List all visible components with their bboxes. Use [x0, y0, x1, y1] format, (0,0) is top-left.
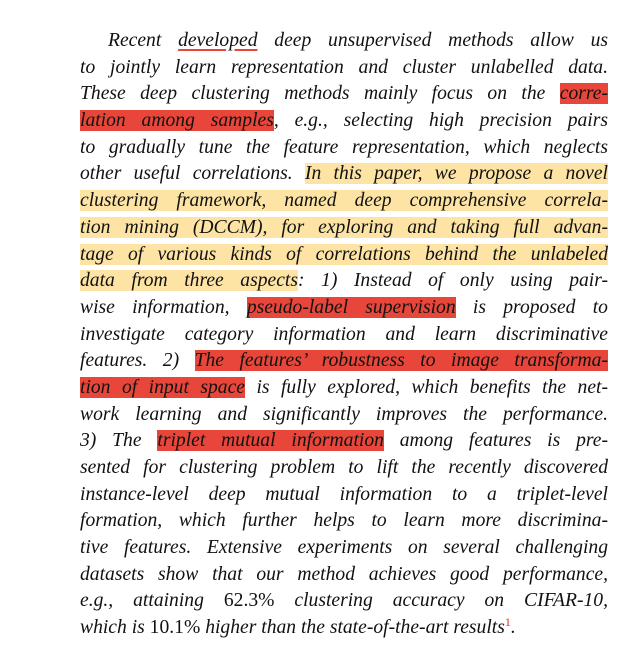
highlight-red: pseudo-label supervision — [246, 296, 456, 318]
text-segment: which is — [80, 617, 150, 639]
text-line — [80, 455, 608, 482]
text-line — [80, 55, 608, 82]
text-segment: higher than the state-of-the-art results — [200, 617, 505, 639]
text-line — [80, 322, 608, 349]
text-line — [80, 28, 608, 55]
text-segment: clustering accuracy on CIFAR-10, — [274, 590, 608, 612]
text-segment: is proposed to — [455, 296, 608, 318]
text-segment: sented for clustering problem to lift the recently discovered — [80, 457, 608, 478]
text-line — [80, 428, 608, 455]
highlight-red: lation among samples — [80, 110, 274, 132]
text-segment: among features is pre- — [383, 430, 608, 452]
highlight-red: triplet mutual information — [157, 430, 384, 452]
text-line — [80, 161, 608, 188]
text-line — [80, 108, 608, 135]
number-text: 62.3% — [223, 590, 275, 612]
text-segment: investigate category information and learn discriminative — [80, 323, 608, 345]
text-line — [80, 348, 608, 375]
footnote-marker[interactable]: 1 — [504, 615, 511, 630]
text-segment: datasets show that our method achieves good performance, — [80, 563, 608, 585]
text-line — [80, 508, 608, 535]
highlight-red: tion of input space — [80, 376, 245, 398]
text-line — [80, 81, 608, 108]
text-segment: work learning and significantly improves the performance. — [80, 403, 608, 425]
highlight-yellow: tage of various kinds of correlations behind the unlabeled — [80, 243, 608, 265]
text-segment: , e.g., selecting high precision pairs — [273, 110, 608, 132]
highlight-yellow: data from three aspects — [80, 270, 298, 292]
text-line — [80, 535, 608, 562]
text-segment: formation, which further helps to learn more discrimina- — [80, 510, 608, 532]
text-segment: . — [510, 617, 516, 639]
text-line — [80, 402, 608, 429]
text-segment: e.g., attaining — [80, 590, 224, 612]
text-line — [80, 135, 608, 162]
text-line — [80, 562, 608, 589]
text-segment: : 1) Instead of only using pair- — [297, 270, 608, 292]
highlight-yellow: clustering framework, named deep comprehensive correla- — [80, 190, 608, 212]
text-segment: deep unsupervised methods allow us — [257, 30, 608, 51]
text-segment: These deep clustering methods mainly focus on the — [80, 83, 560, 105]
text-line — [80, 268, 608, 295]
text-segment: other useful correlations. — [80, 163, 305, 185]
number-text: 10.1% — [149, 617, 201, 639]
abstract-paragraph — [80, 28, 608, 642]
text-segment: Recent — [108, 30, 179, 51]
text-segment: instance-level deep mutual information to a triplet-level — [80, 483, 608, 505]
text-segment: is fully explored, which benefits the net- — [245, 376, 608, 398]
text-line — [80, 588, 608, 615]
text-segment: to gradually tune the feature representation, which neglects — [80, 136, 608, 158]
text-line — [80, 375, 608, 402]
text-line — [80, 215, 608, 242]
text-segment: wise information, — [80, 296, 247, 318]
highlight-red: The features’ robustness to image transforma- — [194, 350, 609, 372]
text-line — [80, 295, 608, 322]
text-segment: 3) The — [80, 430, 158, 452]
text-line — [80, 615, 608, 642]
text-line — [80, 242, 608, 269]
text-segment: features. 2) — [80, 350, 195, 372]
text-segment: to jointly learn representation and cluster unlabelled data. — [80, 56, 608, 78]
highlight-yellow: In this paper, we propose a novel — [304, 163, 608, 185]
text-line — [80, 482, 608, 509]
text-segment: tive features. Extensive experiments on several challenging — [80, 537, 608, 559]
highlight-red: corre- — [559, 83, 608, 105]
highlight-yellow: tion mining (DCCM), for exploring and taking full advan- — [80, 216, 608, 238]
underlined-word: developed — [178, 30, 258, 51]
text-line — [80, 188, 608, 215]
